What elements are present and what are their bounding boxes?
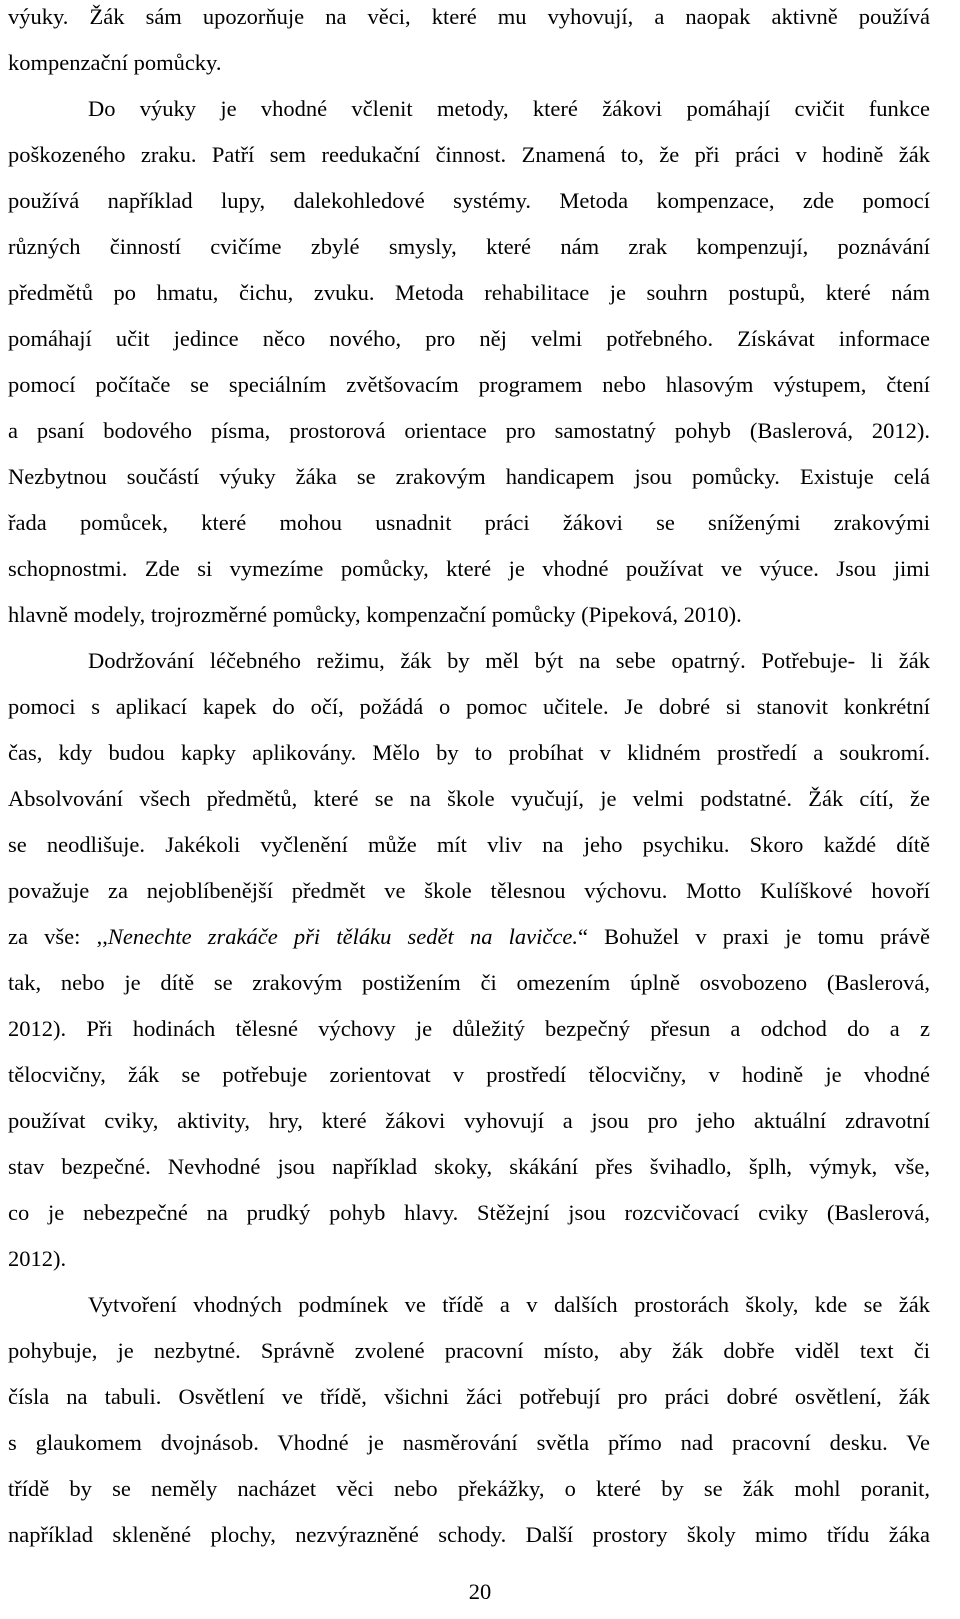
text-line: se neodlišuje. Jakékoli vyčlenění může mít vliv na jeho psychiku. Skoro každé dítě xyxy=(8,832,930,857)
text-line: výuky. Žák sám upozorňuje na věci, které mu vyhovují, a naopak aktivně používá xyxy=(8,4,930,29)
text-line: stav bezpečné. Nevhodné jsou například skoky, skákání přes švihadlo, šplh, výmyk, vše, xyxy=(8,1154,930,1179)
text-line: a psaní bodového písma, prostorová orientace pro samostatný pohyb (Baslerová, 2012). xyxy=(8,418,930,443)
page-number: 20 xyxy=(468,1579,492,1604)
text-line: považuje za nejoblíbenější předmět ve škole tělesnou výchovu. Motto Kulíškové hovoří xyxy=(8,878,930,903)
motto-quote: Nenechte zrakáče při těláku sedět na lavičce. xyxy=(107,924,578,949)
text-line: Absolvování všech předmětů, které se na škole vyučují, je velmi podstatné. Žák cítí, že xyxy=(8,786,930,811)
paragraph-first-line: Do výuky je vhodné včlenit metody, které žákovi pomáhají cvičit funkce xyxy=(88,96,930,121)
text-line: čas, kdy budou kapky aplikovány. Mělo by to probíhat v klidném prostředí a soukromí. xyxy=(8,740,930,765)
text-line: hlavně modely, trojrozměrné pomůcky, kompenzační pomůcky (Pipeková, 2010). xyxy=(8,602,742,627)
quote-line xyxy=(8,922,930,952)
paragraph-first-line: Vytvoření vhodných podmínek ve třídě a v dalších prostorách školy, kde se žák xyxy=(88,1292,930,1317)
text-line: pohybuje, je nezbytné. Správně zvolené pracovní místo, aby žák dobře viděl text či xyxy=(8,1338,930,1363)
quote-line-after: “ Bohužel v praxi je tomu právě xyxy=(577,924,931,949)
text-line: co je nebezpečné na prudký pohyb hlavy. Stěžejní jsou rozcvičovací cviky (Baslerová, xyxy=(8,1200,930,1225)
text-line: pomoci s aplikací kapek do očí, požádá o pomoc učitele. Je dobré si stanovit konkrétní xyxy=(8,694,930,719)
text-line: různých činností cvičíme zbylé smysly, které nám zrak kompenzují, poznávání xyxy=(8,234,930,259)
text-line: pomocí počítače se speciálním zvětšovacím programem nebo hlasovým výstupem, čtení xyxy=(8,372,930,397)
text-line: tak, nebo je dítě se zrakovým postižením či omezením úplně osvobozeno (Baslerová, xyxy=(8,970,930,995)
text-line: Nezbytnou součástí výuky žáka se zrakovým handicapem jsou pomůcky. Existuje celá xyxy=(8,464,930,489)
text-line: 2012). xyxy=(8,1246,67,1271)
text-line: řada pomůcek, které mohou usnadnit práci žákovi se sníženými zrakovými xyxy=(8,510,930,535)
text-line: třídě by se neměly nacházet věci nebo překážky, o které by se žák mohl poranit, xyxy=(8,1476,930,1501)
paragraph-first-line: Dodržování léčebného režimu, žák by měl být na sebe opatrný. Potřebuje- li žák xyxy=(88,648,930,673)
text-line: kompenzační pomůcky. xyxy=(8,50,222,75)
text-line: pomáhají učit jedince něco nového, pro něj velmi potřebného. Získávat informace xyxy=(8,326,930,351)
text-line: používá například lupy, dalekohledové systémy. Metoda kompenzace, zde pomocí xyxy=(8,188,930,213)
text-line: poškozeného zraku. Patří sem reedukační činnost. Znamená to, že při práci v hodině žák xyxy=(8,142,930,167)
text-line: 2012). Při hodinách tělesné výchovy je důležitý bezpečný přesun a odchod do a z xyxy=(8,1016,930,1041)
quote-line-before: za vše: ,, xyxy=(8,924,108,949)
text-line: tělocvičny, žák se potřebuje zorientovat v prostředí tělocvičny, v hodině je vhodné xyxy=(8,1062,930,1087)
text-line: předmětů po hmatu, čichu, zvuku. Metoda rehabilitace je souhrn postupů, které nám xyxy=(8,280,930,305)
text-line: například skleněné plochy, nezvýrazněné schody. Další prostory školy mimo třídu žáka xyxy=(8,1522,930,1547)
text-line: s glaukomem dvojnásob. Vhodné je nasměrování světla přímo nad pracovní desku. Ve xyxy=(8,1430,930,1455)
text-line: čísla na tabuli. Osvětlení ve třídě, všichni žáci potřebují pro práci dobré osvětlení, žák xyxy=(8,1384,930,1409)
text-line: používat cviky, aktivity, hry, které žákovi vyhovují a jsou pro jeho aktuální zdravotní xyxy=(8,1108,930,1133)
text-line: schopnostmi. Zde si vymezíme pomůcky, které je vhodné používat ve výuce. Jsou jimi xyxy=(8,556,930,581)
